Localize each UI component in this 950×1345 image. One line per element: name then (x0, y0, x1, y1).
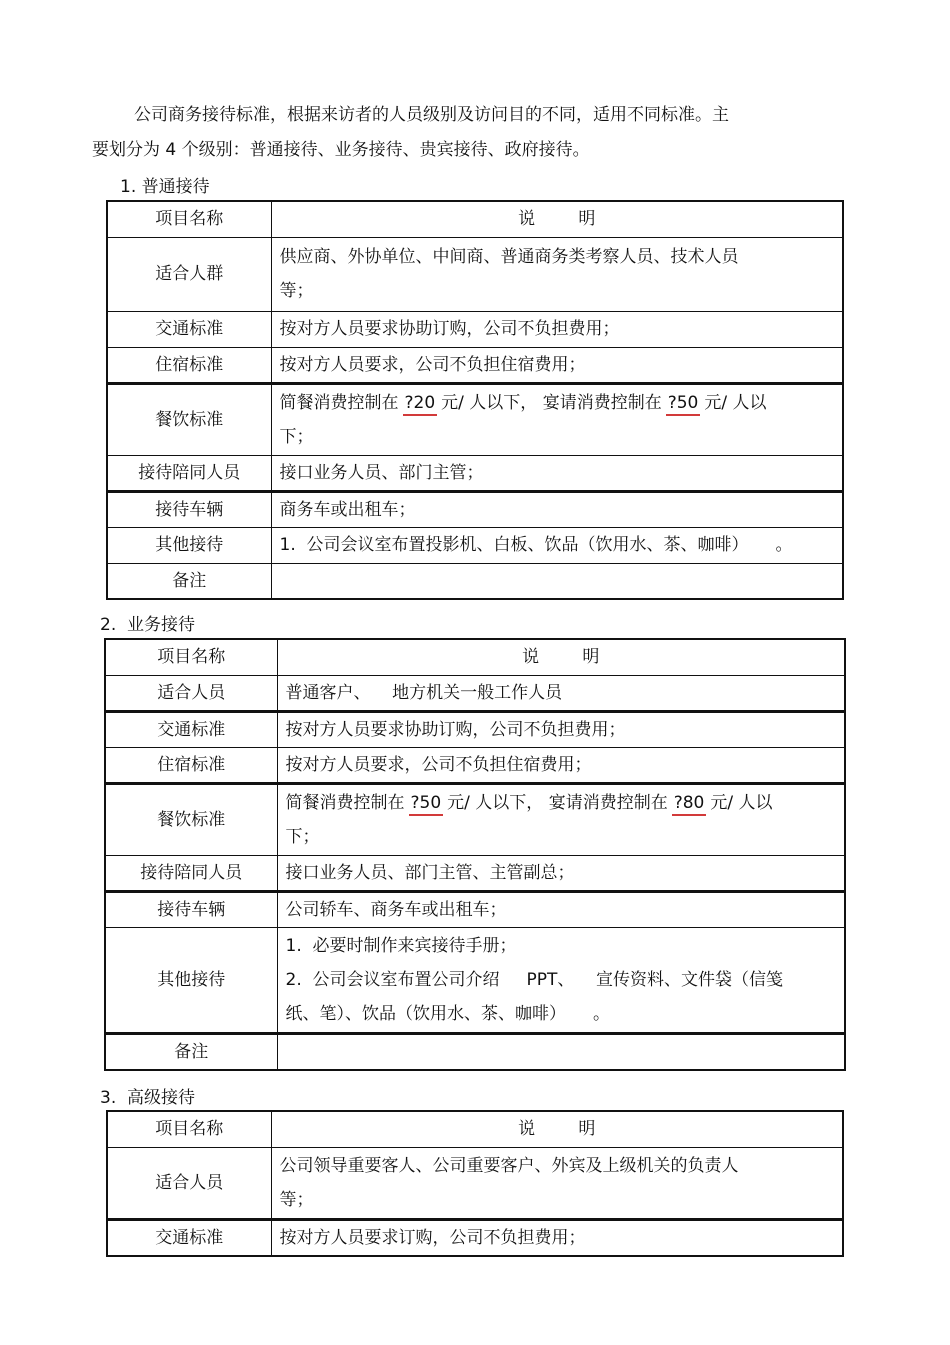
table-row (107, 311, 843, 347)
row-name: 接待陪同人员 (107, 455, 271, 491)
row-description: 公司轿车、商务车或出租车； (277, 891, 845, 927)
row-name: 交通标准 (107, 311, 271, 347)
section-title-3: 3. 高级接待 (100, 1088, 196, 1108)
amount-banquet: ?80 (672, 792, 707, 816)
amount-banquet: ?50 (666, 392, 701, 416)
row-name: 餐饮标准 (105, 783, 277, 855)
row-name: 交通标准 (105, 711, 277, 747)
header-description: 说 明 (271, 201, 843, 237)
row-name: 适合人群 (107, 237, 271, 311)
row-name: 住宿标准 (105, 747, 277, 783)
row-name: 备注 (105, 1033, 277, 1070)
row-description: 简餐消费控制在 ?50 元/ 人以下， 宴请消费控制在 ?80 元/ 人以 下； (277, 783, 845, 855)
row-description: 简餐消费控制在 ?20 元/ 人以下， 宴请消费控制在 ?50 元/ 人以 下； (271, 383, 843, 455)
amount-simple-meal: ?50 (409, 792, 444, 816)
table-header-row (107, 201, 843, 237)
row-name: 适合人员 (105, 675, 277, 711)
row-name: 住宿标准 (107, 347, 271, 383)
table-row (107, 491, 843, 527)
table-row (105, 747, 845, 783)
table-row (107, 347, 843, 383)
row-name: 备注 (107, 563, 271, 599)
row-description: 1. 必要时制作来宾接待手册； 2. 公司会议室布置公司介绍 PPT、 宣传资料、文件袋（信笺 纸、笔）、饮品（饮用水、茶、咖啡） 。 (277, 927, 845, 1033)
row-description: 供应商、外协单位、中间商、普通商务类考察人员、技术人员 等； (271, 237, 843, 311)
row-name: 餐饮标准 (107, 383, 271, 455)
row-name: 接待陪同人员 (105, 855, 277, 891)
table-ordinary-reception (106, 200, 844, 600)
row-description (271, 563, 843, 599)
row-description: 按对方人员要求协助订购，公司不负担费用； (271, 311, 843, 347)
row-name: 适合人员 (107, 1147, 271, 1219)
table-row (107, 455, 843, 491)
table-row (105, 1033, 845, 1070)
table-row (107, 1219, 843, 1256)
table-business-reception (104, 638, 846, 1071)
table-header-row (107, 1111, 843, 1147)
table-row (105, 783, 845, 855)
table-row (107, 383, 843, 455)
table-row (105, 927, 845, 1033)
header-item-name: 项目名称 (107, 1111, 271, 1147)
header-description: 说 明 (271, 1111, 843, 1147)
amount-simple-meal: ?20 (403, 392, 438, 416)
table-row (105, 711, 845, 747)
row-description: 公司领导重要客人、公司重要客户、外宾及上级机关的负责人 等； (271, 1147, 843, 1219)
table-row (107, 1147, 843, 1219)
row-name: 其他接待 (105, 927, 277, 1033)
section-title-2: 2. 业务接待 (100, 615, 196, 635)
header-description: 说 明 (277, 639, 845, 675)
row-description: 接口业务人员、部门主管、主管副总； (277, 855, 845, 891)
table-row (105, 855, 845, 891)
row-description: 按对方人员要求，公司不负担住宿费用； (277, 747, 845, 783)
header-item-name: 项目名称 (105, 639, 277, 675)
row-description: 按对方人员要求协助订购，公司不负担费用； (277, 711, 845, 747)
intro-line-2: 要划分为 4 个级别：普通接待、业务接待、贵宾接待、政府接待。 (92, 140, 590, 160)
row-name: 接待车辆 (107, 491, 271, 527)
row-description: 1. 公司会议室布置投影机、白板、饮品（饮用水、茶、咖啡） 。 (271, 527, 843, 563)
header-item-name: 项目名称 (107, 201, 271, 237)
intro-paragraph (92, 98, 832, 168)
table-header-row (105, 639, 845, 675)
row-description: 商务车或出租车； (271, 491, 843, 527)
row-description: 接口业务人员、部门主管； (271, 455, 843, 491)
row-description: 按对方人员要求订购，公司不负担费用； (271, 1219, 843, 1256)
row-description: 普通客户、 地方机关一般工作人员 (277, 675, 845, 711)
row-name: 其他接待 (107, 527, 271, 563)
intro-line-1: 公司商务接待标准，根据来访者的人员级别及访问目的不同，适用不同标准。主 (134, 105, 729, 125)
table-row (107, 527, 843, 563)
table-row (107, 237, 843, 311)
table-senior-reception (106, 1110, 844, 1257)
table-row (105, 891, 845, 927)
row-description (277, 1033, 845, 1070)
table-row (105, 675, 845, 711)
section-title-1: 1. 普通接待 (120, 177, 210, 197)
row-name: 交通标准 (107, 1219, 271, 1256)
row-description: 按对方人员要求，公司不负担住宿费用； (271, 347, 843, 383)
row-name: 接待车辆 (105, 891, 277, 927)
table-row (107, 563, 843, 599)
